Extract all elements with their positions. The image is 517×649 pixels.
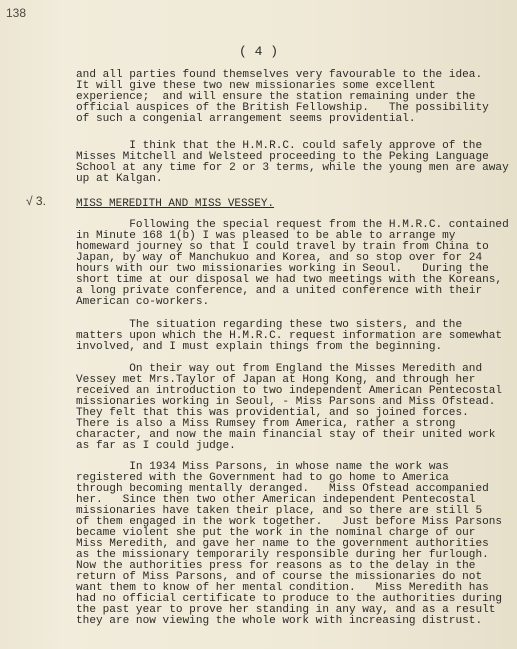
text-line: missionaries working in Seoul, - Miss Parsons and Miss Ofstead. xyxy=(76,396,496,408)
section-heading: MISS MEREDITH AND MISS VESSEY. xyxy=(76,198,275,210)
text-line: It will give these two new missionaries some excellent xyxy=(76,80,436,92)
text-line: Misses Mitchell and Welsteed proceeding to the Peking Language xyxy=(76,151,489,163)
text-line: On their way out from England the Misses Meredith and xyxy=(76,363,483,375)
text-line: American co-workers. xyxy=(76,296,210,308)
text-line: missionaries have taken their place, and so there are still 5 xyxy=(76,505,483,517)
text-line: became violent she put the work in the nominal charge of our xyxy=(76,527,476,539)
text-line: up at Kalgan. xyxy=(76,173,163,185)
text-line: Vessey met Mrs.Taylor of Japan at Hong Kong, and through her xyxy=(76,374,476,386)
page-number: ( 4 ) xyxy=(238,44,278,59)
text-line: homeward journey so that I could travel by train from China to xyxy=(76,241,489,253)
text-line: The situation regarding these two sisters, and the xyxy=(76,319,463,331)
text-line: School at any time for 2 or 3 terms, while the young men are away xyxy=(76,162,509,174)
text-line: in Minute 168 1(b) I was pleased to be able to arrange my xyxy=(76,230,456,242)
text-line: they are now viewing the whole work with increasing distrust. xyxy=(76,615,483,627)
text-line: registered with the Government had to go home to America xyxy=(76,472,449,484)
text-line: as the missionary temporarily responsible during her furlough. xyxy=(76,549,489,561)
text-line: I think that the H.M.R.C. could safely approve of the xyxy=(76,140,483,152)
text-line: character, and now the main financial stay of their united work xyxy=(76,429,496,441)
text-line: a long private conference, and a united conference with their xyxy=(76,285,483,297)
text-line: the past year to prove her standing in any way, and as a result xyxy=(76,604,496,616)
text-line: In 1934 Miss Parsons, in whose name the work was xyxy=(76,461,449,473)
text-line: short time at our disposal we had two meetings with the Koreans, xyxy=(76,274,503,286)
text-line: of such a congenial arrangement seems providential. xyxy=(76,113,416,125)
text-line: received an introduction to two independent American Pentecostal xyxy=(76,385,503,397)
text-line: and all parties found themselves very favourable to the idea. xyxy=(76,69,483,81)
text-line: matters upon which the H.M.R.C. request information are somewhat xyxy=(76,330,503,342)
text-line: involved, and I must explain things from the beginning. xyxy=(76,341,443,353)
paragraph-5 xyxy=(76,364,508,452)
paragraph-3 xyxy=(76,220,508,308)
paragraph-6 xyxy=(76,462,508,627)
text-line: her. Since then two other American independent Pentecostal xyxy=(76,494,476,506)
text-line: experience; and will ensure the station remaining under the xyxy=(76,91,476,103)
text-line: They felt that this was providential, and so joined forces. xyxy=(76,407,469,419)
text-line: Miss Meredith, and gave her name to the government authorities xyxy=(76,538,489,550)
text-line: of them engaged in the work together. Just before Miss Parsons xyxy=(76,516,503,528)
text-line: official auspices of the British Fellowship. The possibility xyxy=(76,102,489,114)
paragraph-1 xyxy=(76,70,508,125)
text-line: There is also a Miss Rumsey from America, rather a strong xyxy=(76,418,456,430)
text-line: hours with our two missionaries working in Seoul. During the xyxy=(76,263,489,275)
text-line: want them to know of her mental condition. Miss Meredith has xyxy=(76,582,489,594)
margin-check-note: √ 3. xyxy=(26,194,46,208)
text-line: Following the special request from the H.M.R.C. contained xyxy=(76,219,509,231)
text-line: had no official certificate to produce to the authorities during xyxy=(76,593,503,605)
text-line: return of Miss Parsons, and of course the missionaries do not xyxy=(76,571,483,583)
paragraph-2 xyxy=(76,141,508,185)
folio-number: 138 xyxy=(6,6,27,20)
text-line: as far as I could judge. xyxy=(76,440,236,452)
paragraph-4 xyxy=(76,320,508,353)
text-line: Japan, by way of Manchukuo and Korea, and so stop over for 24 xyxy=(76,252,483,264)
text-line: through becoming mentally deranged. Miss Ofstead accompanied xyxy=(76,483,489,495)
text-line: Now the authorities press for reasons as to the delay in the xyxy=(76,560,476,572)
